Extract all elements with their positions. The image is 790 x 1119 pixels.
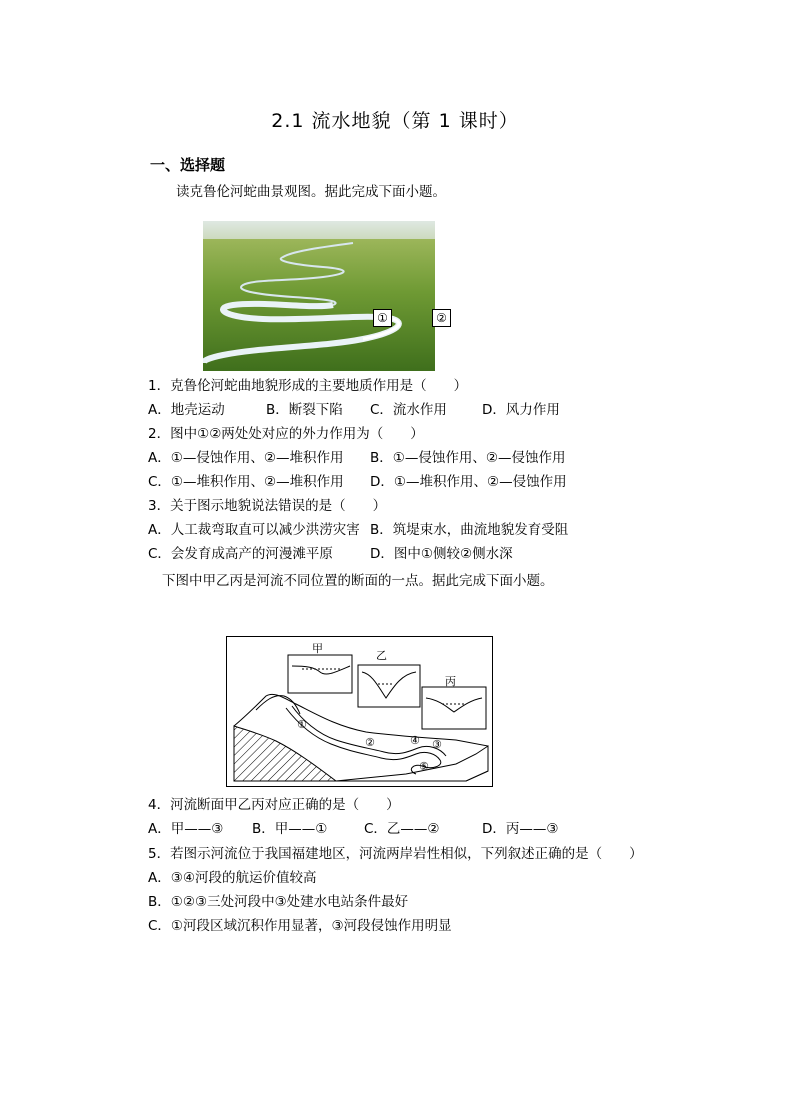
section-label-jia: 甲: [312, 642, 323, 655]
question-4-option-d: D．丙——③: [482, 821, 559, 837]
question-4-option-a: A．甲——③: [148, 821, 224, 837]
question-3-options-row2: [148, 545, 608, 563]
question-2-options-row2: [148, 473, 608, 491]
river-diagram: [226, 636, 493, 787]
question-1-stem: 1．克鲁伦河蛇曲地貌形成的主要地质作用是（ ）: [148, 378, 468, 394]
question-3-option-b: B．筑堤束水，曲流地貌发育受阻: [370, 522, 569, 538]
question-1-option-d: D．风力作用: [482, 402, 560, 418]
question-1-option-a: A．地壳运动: [148, 402, 225, 418]
marker-1: ①: [373, 309, 392, 327]
question-2-option-a: A．①—侵蚀作用、②—堆积作用: [148, 450, 344, 466]
section-label-bing: 丙: [445, 675, 456, 688]
section-label-yi: 乙: [376, 649, 387, 662]
river-point-3: ③: [432, 738, 442, 751]
question-3-options-row1: [148, 521, 608, 539]
question-2-option-c: C．①—堆积作用、②—堆积作用: [148, 474, 344, 490]
question-2-options-row1: [148, 449, 608, 467]
question-4-option-c: C．乙——②: [364, 821, 440, 837]
intro-text-2: 下图中甲乙丙是河流不同位置的断面的一点。据此完成下面小题。: [162, 573, 554, 589]
intro-text-1: 读克鲁伦河蛇曲景观图。据此完成下面小题。: [176, 184, 446, 200]
question-4-option-b: B．甲——①: [252, 821, 328, 837]
question-3-option-c: C．会发育成高产的河漫滩平原: [148, 546, 333, 562]
question-2-stem: 2．图中①②两处处对应的外力作用为（ ）: [148, 426, 424, 442]
question-5-option-a: A．③④河段的航运价值较高: [148, 870, 317, 886]
question-2-option-b: B．①—侵蚀作用、②—侵蚀作用: [370, 450, 566, 466]
question-3-option-a: A．人工裁弯取直可以减少洪涝灾害: [148, 522, 360, 538]
question-5-option-c: C．①河段区域沉积作用显著，③河段侵蚀作用明显: [148, 918, 452, 934]
question-3-stem: 3．关于图示地貌说法错误的是（ ）: [148, 498, 387, 514]
question-5-option-b: B．①②③三处河段中③处建水电站条件最好: [148, 894, 409, 910]
river-point-2: ②: [365, 736, 375, 749]
question-1-option-b: B．断裂下陷: [266, 402, 343, 418]
question-5-stem: 5．若图示河流位于我国福建地区，河流两岸岩性相似，下列叙述正确的是（ ）: [148, 846, 643, 862]
question-2-option-d: D．①—堆积作用、②—侵蚀作用: [370, 474, 567, 490]
question-3-option-d: D．图中①侧较②侧水深: [370, 546, 513, 562]
question-1-options: [148, 401, 608, 419]
question-4-options: [148, 820, 608, 838]
river-point-4: ④: [410, 734, 420, 747]
river-point-5: ⑤: [419, 760, 429, 773]
page-title: 2.1 流水地貌（第 1 课时）: [271, 110, 519, 132]
section-heading: 一、选择题: [150, 156, 226, 174]
question-4-stem: 4．河流断面甲乙丙对应正确的是（ ）: [148, 797, 400, 813]
meander-river-photo: [203, 221, 435, 371]
marker-2: ②: [432, 309, 451, 327]
question-1-option-c: C．流水作用: [370, 402, 447, 418]
river-point-1: ①: [297, 718, 307, 731]
